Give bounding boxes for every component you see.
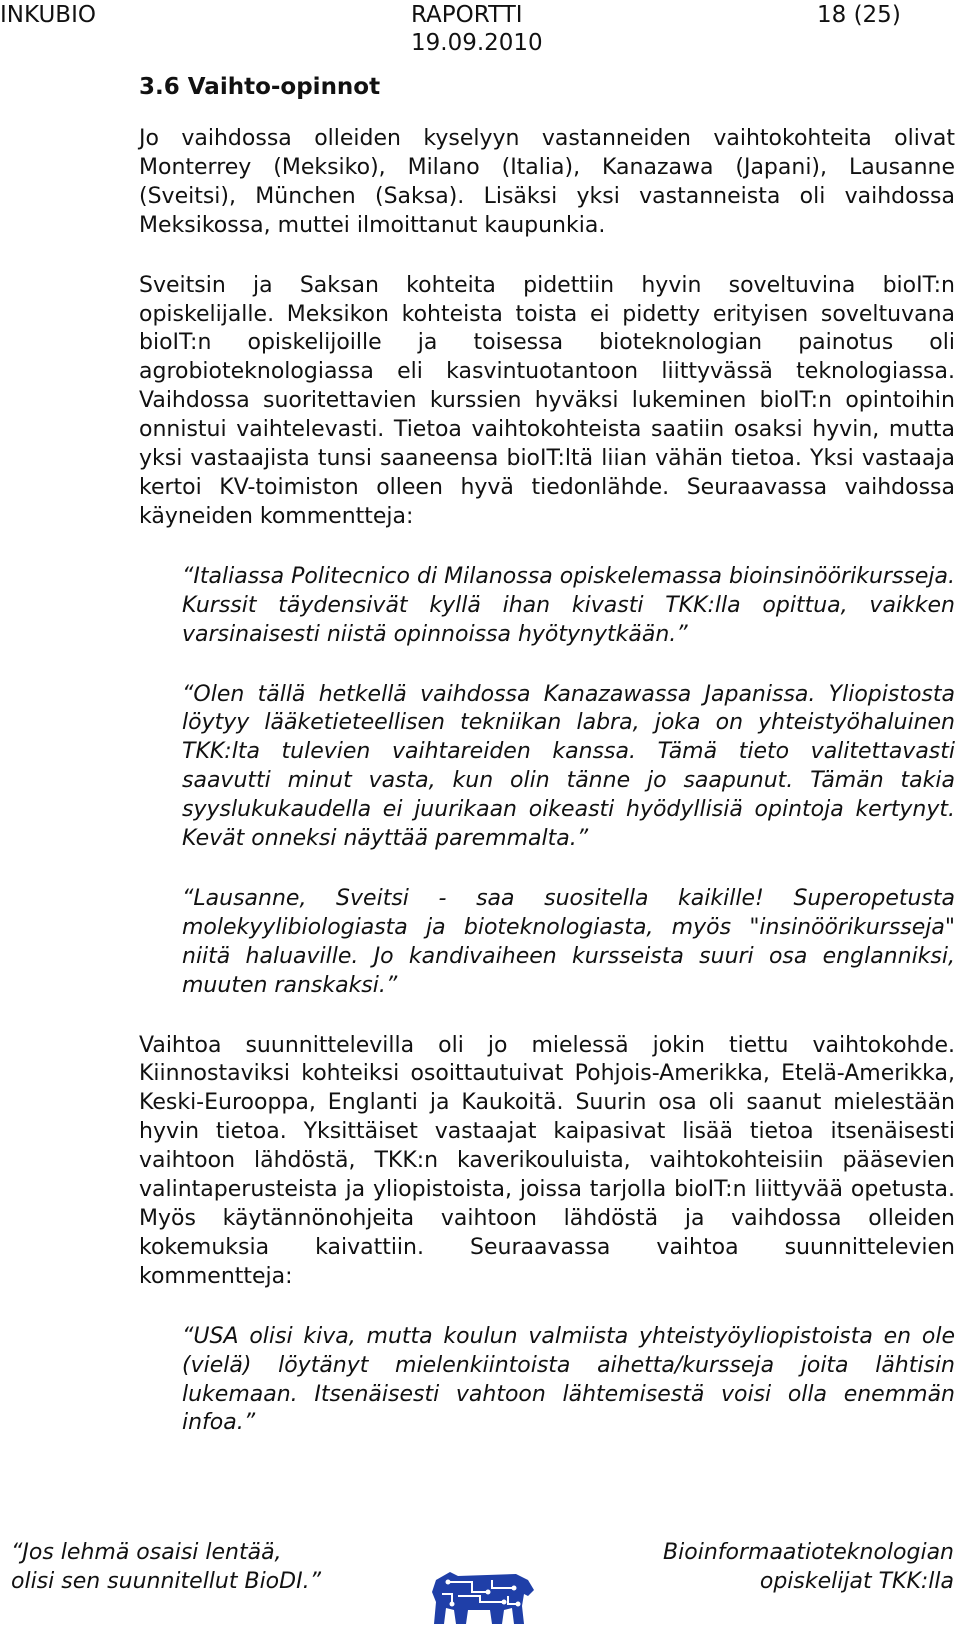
- footer-slogan: [11, 1538, 321, 1596]
- footer-organization: [663, 1538, 954, 1596]
- quote-usa: “USA olisi kiva, mutta koulun valmiista yhteistyöyliopistoista en ole (vielä) löytänyt mielenkiintoista aihetta/kursseja joita lähtisin lukemaan. Itsenäisesti vahtoon lähtemisestä voisi olla enemmän infoa.”: [182, 1323, 955, 1436]
- paragraph-planning-exchange: Vaihtoa suunnittelevilla oli jo mielessä jokin tiettu vaihtokohde. Kiinnostaviksi kohteiksi osoittautuivat Pohjois-Amerikka, Etelä-Amerikka, Keski-Eurooppa, Englanti ja Kaukoitä. Suurin osa oli saanut mielestään hyvin tietoa. Yksittäiset vastaajat kaipasivat lisää tietoa itsenäisesti vaihtoon lähdöstä, TKK:n kaverikouluista, vaihtokohteisiin pääsevien valintaperusteista ja yliopistoista, joissa tarjolla bioIT:n liittyvää opetusta. Myös käytännönohjeita vaihtoon lähdöstä ja vaihdossa olleiden kokemuksia kaivattiin. Seuraavassa vaihtoa suunnittelevien kommentteja:: [139, 1032, 955, 1289]
- section-heading: 3.6 Vaihto-opinnot: [139, 74, 381, 100]
- header-report-label: RAPORTTI: [411, 2, 523, 28]
- quote-milan: “Italiassa Politecnico di Milanossa opiskelemassa bioinsinöörikursseja. Kurssit täydensivät kyllä ihan kivasti TKK:lla opittua, vaikken varsinaisesti niistä opinnoissa hyötynytkään.”: [182, 563, 955, 647]
- paragraph-exchange-destinations: Jo vaihdossa olleiden kyselyyn vastanneiden vaihtokohteita olivat Monterrey (Meksiko), Milano (Italia), Kanazawa (Japani), Lausanne (Sveitsi), München (Saksa). Lisäksi yksi vastanneista oli vaihdossa Meksikossa, muttei ilmoittanut kaupunkia.: [139, 126, 955, 238]
- footer-slogan-line1: “Jos lehmä osaisi lentää,: [11, 1540, 282, 1565]
- footer-org-line2: opiskelijat TKK:lla: [759, 1569, 954, 1594]
- paragraph-destination-suitability: Sveitsin ja Saksan kohteita pidettiin hyvin soveltuvina bioIT:n opiskelijalle. Meksikon kohteista toista ei pidetty erityisen soveltuvana bioIT:n opiskelijoille ja toisessa bioteknologian painotus oli agrobioteknologiassa eli kasvintuotantoon liittyvässä teknologiassa. Vaihdossa suoritettavien kurssien hyväksi lukeminen bioIT:n opintoihin onnistui vaihtelevasti. Tietoa vaihtokohteista saatiin osaksi hyvin, mutta yksi vastaajista tunsi saaneensa bioIT:ltä liian vähän tietoa. Yksi vastaaja kertoi KV-toimiston olleen hyvä tiedonlähde. Seuraavassa vaihdossa käyneiden kommentteja:: [139, 272, 955, 529]
- footer-org-line1: Bioinformaatioteknologian: [663, 1540, 954, 1565]
- quote-kanazawa: “Olen tällä hetkellä vaihdossa Kanazawassa Japanissa. Yliopistosta löytyy lääketieteellisen tekniikan labra, joka on yhteistyöhaluinen TKK:lta tulevien vaihtareiden kanssa. Tämä tieto valitettavasti saavutti minut vasta, kun olin tänne jo saapunut. Tämän takia syyslukukaudella ei juurikaan oikeasti hyödyllisiä opintoja kertynyt. Kevät onneksi näyttää paremmalta.”: [182, 681, 955, 852]
- header-date: 19.09.2010: [411, 30, 543, 56]
- header-doc-type: [411, 0, 543, 57]
- quote-lausanne: “Lausanne, Sveitsi - saa suositella kaikille! Superopetusta molekyylibiologiasta ja bioteknologiasta, myös "insinöörikursseja" niitä haluaville. Jo kandivaiheen kursseista suuri osa englanniksi, muuten ranskaksi.”: [182, 885, 955, 998]
- footer-slogan-line2: olisi sen suunnitellut BioDI.”: [11, 1569, 321, 1594]
- header-org: INKUBIO: [0, 2, 96, 28]
- page-number: 18 (25): [817, 2, 901, 28]
- document-body: [139, 125, 955, 1469]
- circuit-cow-logo-icon: [428, 1566, 538, 1628]
